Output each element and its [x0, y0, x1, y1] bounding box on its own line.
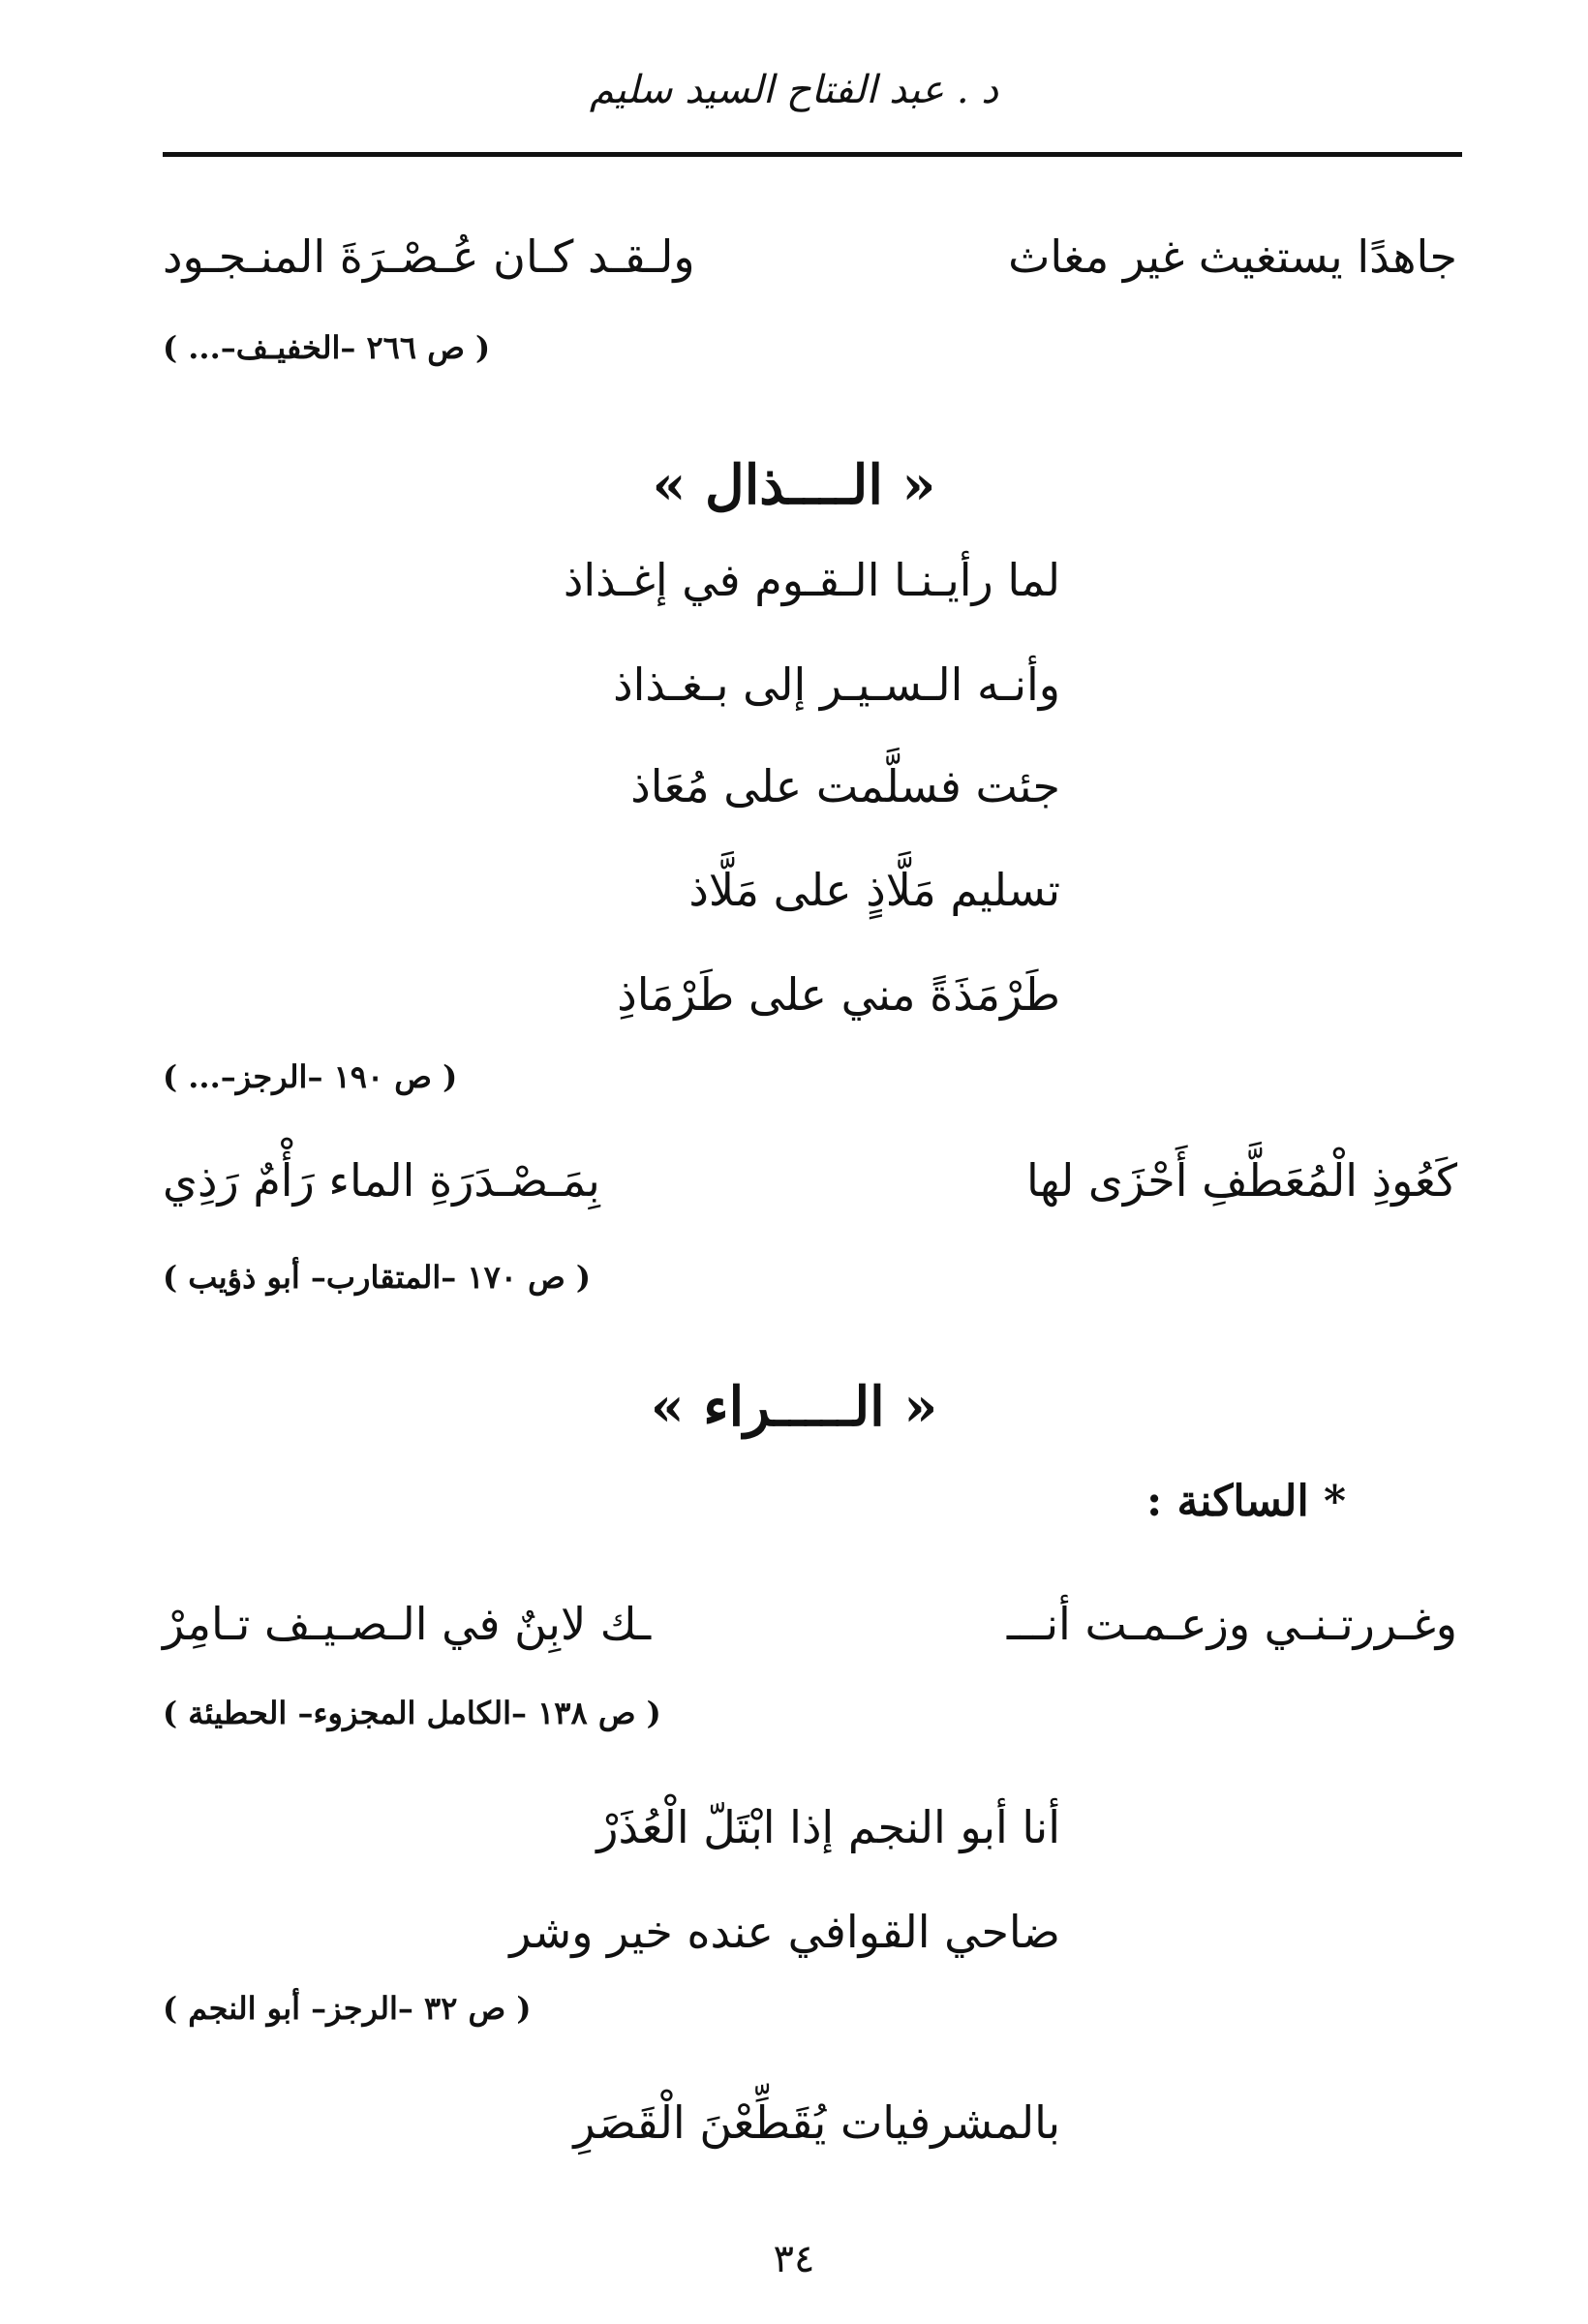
rajaz-line: بالمشرفيات يُقَطِّعْنَ الْقَصَرِ — [573, 2096, 1060, 2149]
running-head: د . عبد الفتاح السيد سليم — [589, 68, 999, 112]
citation: ( ص ١٩٠ –الرجز–... ) — [163, 1058, 458, 1095]
section-heading-dhal: « الــــذال » — [652, 453, 936, 517]
verse-left-hemistich: ولـقـد كـان عُـصْـرَةَ المنـجـود — [163, 230, 695, 283]
rajaz-line: طَرْمَذَةً مني على طَرْمَاذِ — [617, 968, 1060, 1021]
citation: ( ص ١٣٨ –الكامل المجزوء– الحطيئة ) — [163, 1695, 661, 1731]
rajaz-line: وأنـه الـسـيـر إلى بـغـذاذ — [613, 658, 1060, 711]
rajaz-line: تسليم مَلَّاذٍ على مَلَّاذ — [688, 864, 1060, 916]
rajaz-line: أنا أبو النجم إذا ابْتَلّ الْعُذَرْ — [596, 1801, 1060, 1853]
section-heading-ra: « الـــــراء » — [650, 1375, 938, 1439]
verse-right-hemistich: جاهدًا يستغيث غير مغاث — [1008, 230, 1457, 283]
verse-left-hemistich: بِمَـصْـدَرَةِ الماء رَأْمٌ رَذِي — [163, 1154, 600, 1207]
citation: ( ص ٢٦٦ –الخفيـف–... ) — [163, 329, 491, 366]
verse-right-hemistich: وغـررتـنـي وزعـمـت أنـــ — [1006, 1598, 1457, 1650]
rajaz-line: جئت فسلَّمت على مُعَاذ — [630, 760, 1060, 812]
page-number: ٣٤ — [773, 2237, 815, 2281]
subheading-sakina: * الساكنة : — [1146, 1477, 1346, 1526]
header-rule — [163, 152, 1462, 157]
rajaz-line: لما رأيـنـا الـقـوم في إغـذاذ — [563, 554, 1060, 606]
verse-right-hemistich: كَعُوذِ الْمُعَطَّفِ أَحْزَى لها — [1026, 1154, 1457, 1207]
citation: ( ص ٣٢ –الرجز– أبو النجم ) — [163, 1990, 532, 2027]
rajaz-line: ضاحي القوافي عنده خير وشر — [509, 1906, 1060, 1958]
citation: ( ص ١٧٠ –المتقارب– أبو ذؤيب ) — [163, 1259, 592, 1296]
verse-left-hemistich: ـك لابِنٌ في الـصـيـف تـامِرْ — [163, 1598, 652, 1650]
